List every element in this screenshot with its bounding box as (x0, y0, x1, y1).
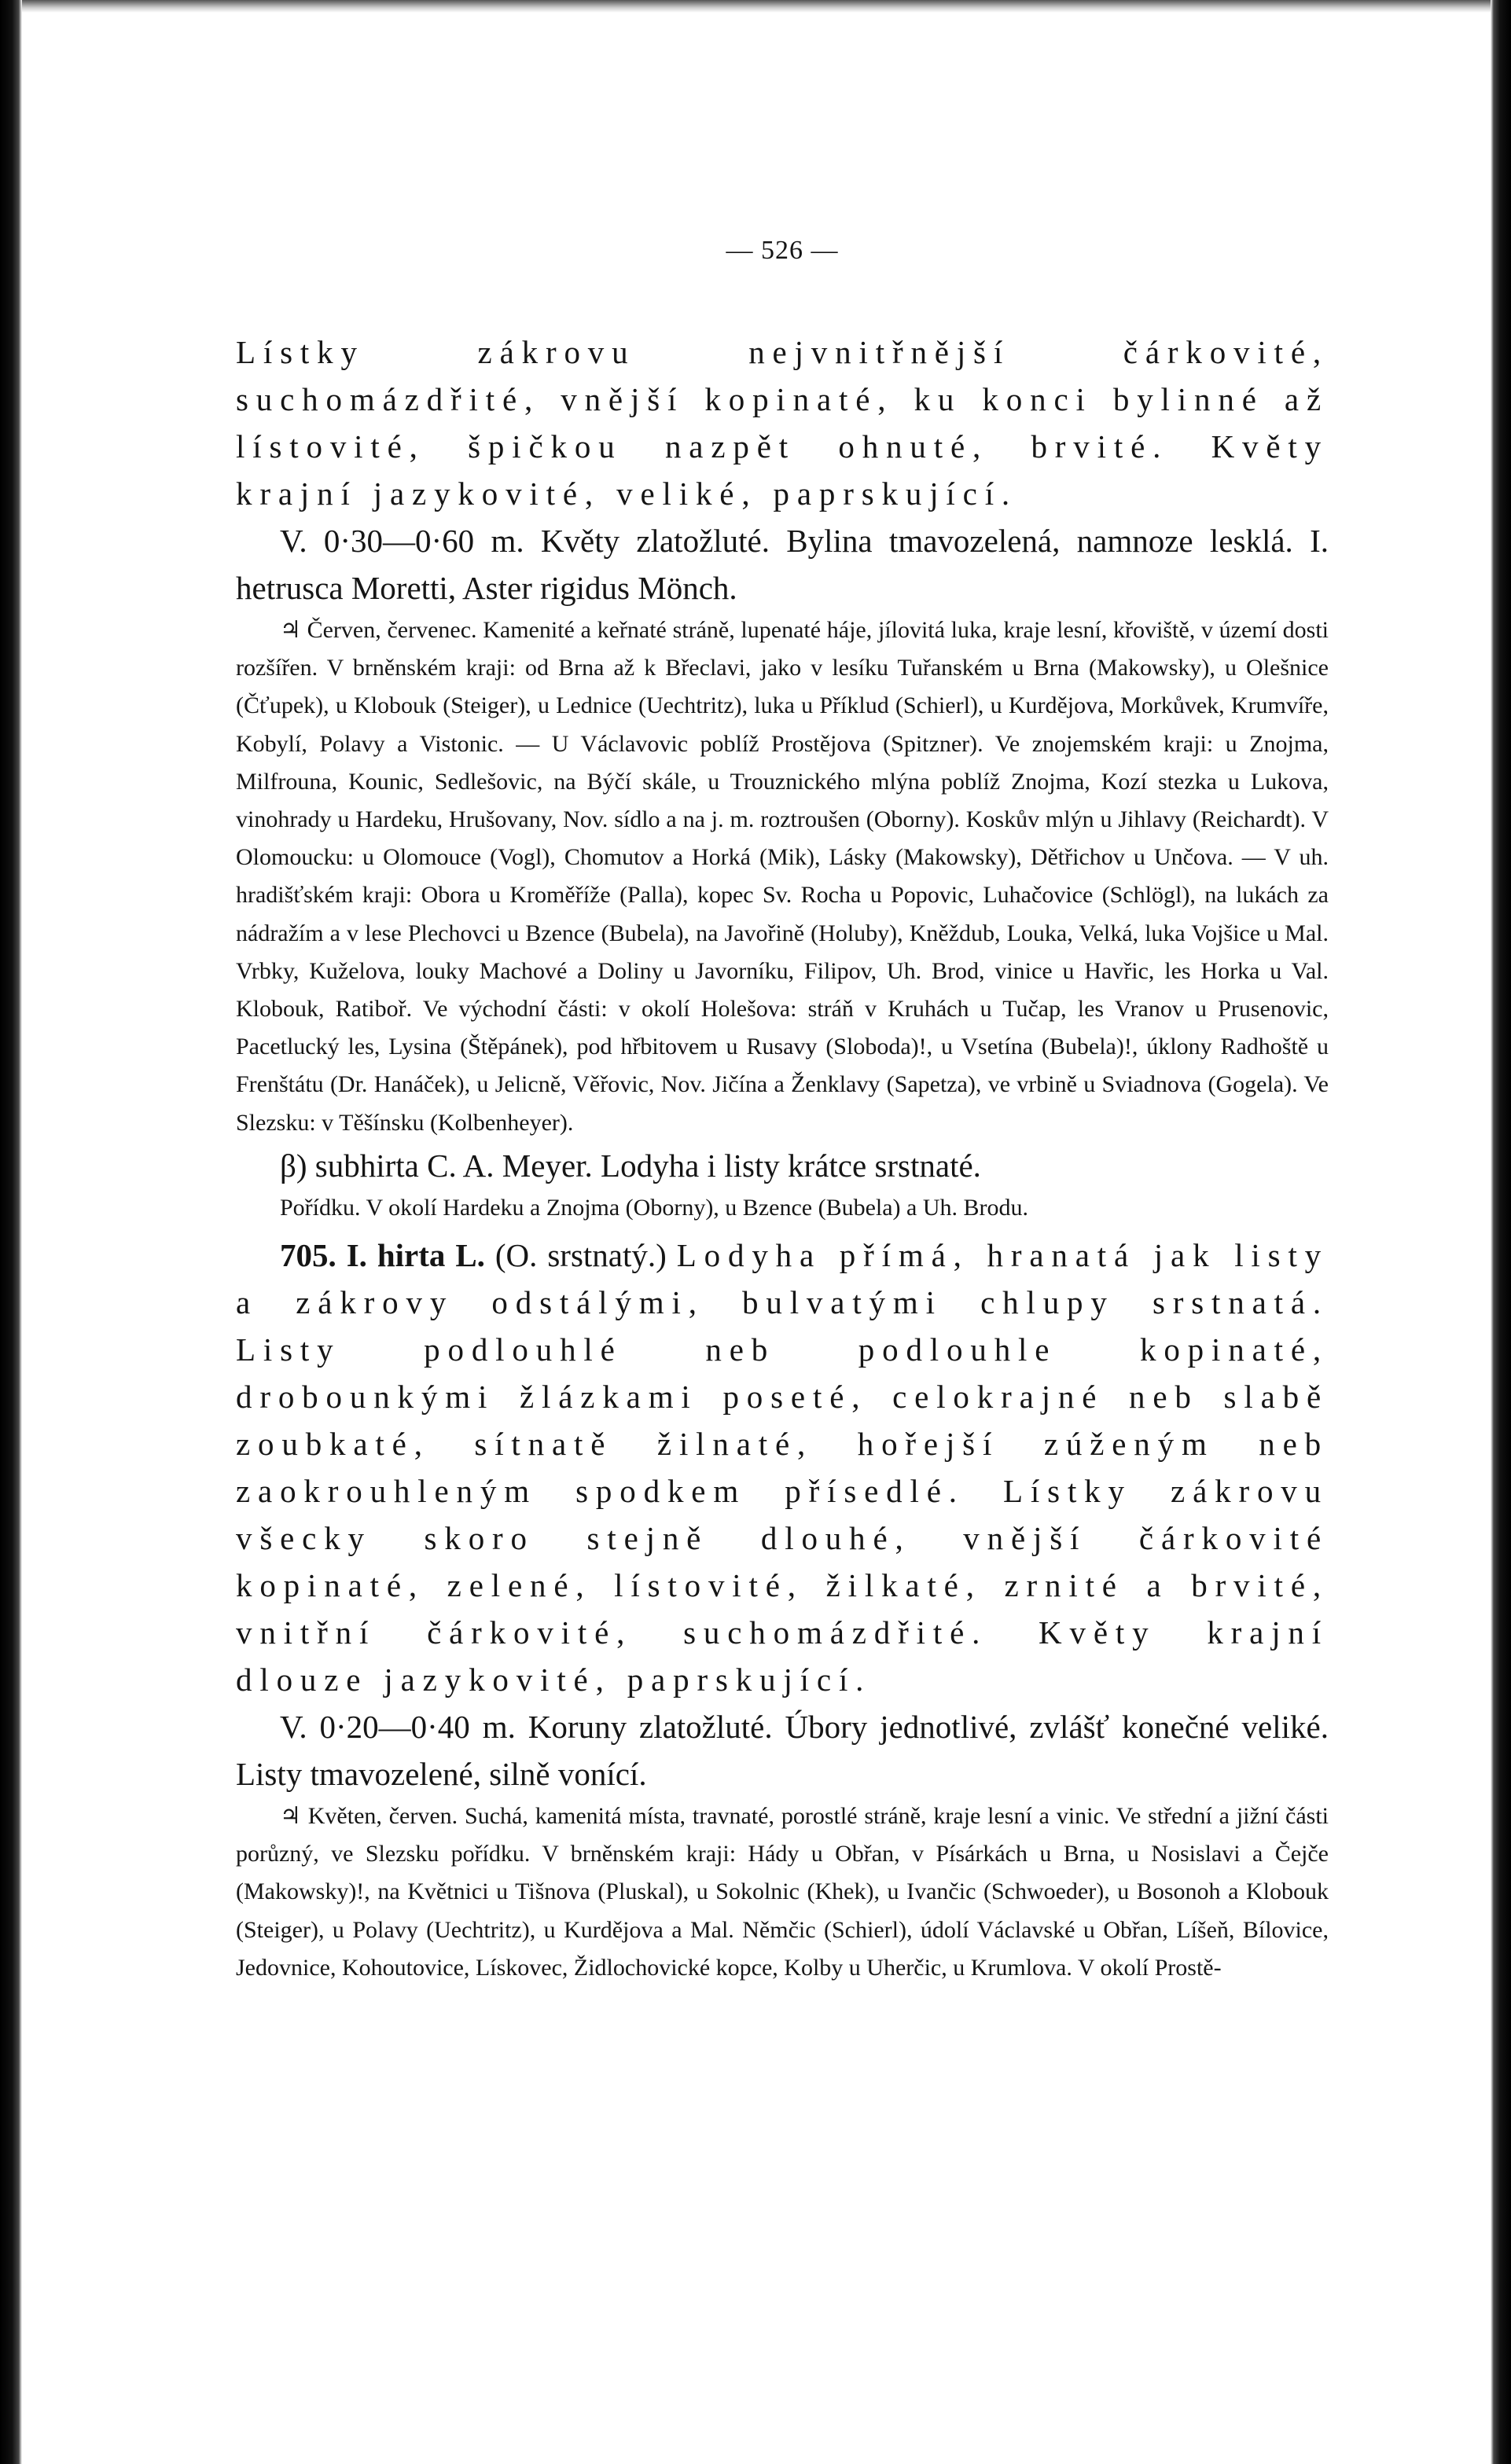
size-and-synonyms: V. 0·30—0·60 m. Květy zlatožluté. Bylina tmavozelená, namnoze lesklá. I. hetrusca Moretti, Aster rigidus Mönch. (236, 523, 1329, 606)
scan-right-edge (1491, 0, 1511, 2464)
species-description: Lodyha přímá, hranatá jak listy a zákrovy odstálými, bulvatými chlupy srstnatá. Listy podlouhlé neb podlouhle kopinaté, drobounkými žlázkami poseté, celokrajné neb slabě zoubkaté, sítnatě žilnaté, hořejší zúženým neb zaokrouhleným spodkem přísedlé. Lístky zákrovu všecky skoro stejně dlouhé, vnější čárkovité kopinaté, zelené, lístovité, žilkaté, zrnité a brvité, vnitřní čárkovité, suchomázdřité. Květy krajní dlouze jazykovité, paprskující. (236, 1237, 1329, 1698)
page-number: — 526 — (726, 236, 839, 265)
variety-subhirta: β) subhirta C. A. Meyer. Lodyha i listy krátce srstnaté. (280, 1147, 981, 1184)
distribution-paragraph: ♃ Červen, červenec. Kamenité a keřnaté stráně, lupenaté háje, jílovitá luka, kraje lesní, křoviště, v území dosti rozšířen. V brněnském kraji: od Brna až k Břeclavi, jako v lesíku Tuřanském u Brna (Makowsky), u Olešnice (Čťupek), u Klobouk (Steiger), u Lednice (Uechtritz), luka u Příklud (Schierl), u Kurdějova, Morkůvek, Krumvíře, Kobylí, Polavy a Vistonic. — U Václavovic poblíž Prostějova (Spitzner). Ve znojemském kraji: u Znojma, Milfrouna, Kounic, Sedlešovic, na Býčí skále, u Trouznického mlýna poblíž Znojma, Kozí stezka u Lukova, vinohrady u Hardeku, Hrušovany, Nov. sídlo a na j. m. roztroušen (Oborny). Koskův mlýn u Jihlavy (Reichardt). V Olomoucku: u Olomouce (Vogl), Chomutov a Horká (Mik), Lásky (Makowsky), Dětřichov u Unčova. — V uh. hradišťském kraji: Obora u Kroměříže (Palla), kopec Sv. Rocha u Popovic, Luhačovice (Schlögl), na lukách za nádražím a v lese Plechovci u Bzence (Bubela), na Javořině (Holuby), Kněždub, Louka, Velká, luka Vojšice u Mal. Vrbky, Kuželova, louky Machové a Doliny u Javorníku, Filipov, Uh. Brod, vinice u Havřic, les Horka u Val. Klobouk, Ratiboř. Ve východní části: v okolí Holešova: stráň v Kruhách u Tučap, les Vranov u Prusenovic, Pacetlucký les, Lysina (Štěpánek), pod hřbitovem u Rusavy (Sloboda)!, u Vsetína (Bubela)!, úklony Radhoště u Frenštátu (Dr. Hanáček), u Jelicně, Věřovic, Nov. Jičína a Ženklavy (Sapetza), ve vrbině u Sviadnova (Gogela). Ve Slezsku: v Těšínsku (Kolbenheyer). (236, 617, 1329, 1136)
species-size-and-color: V. 0·20—0·40 m. Koruny zlatožluté. Úbory jednotlivé, zvlášť konečné veliké. Listy tmavozelené, silně vonící. (236, 1709, 1329, 1793)
description-continued: Lístky zákrovu nejvnitřnější čárkovité, suchomázdřité, vnější kopinaté, ku konci bylinné až lístovité, špičkou nazpět ohnuté, brvité. Květy krajní jazykovité, veliké, paprskující. (236, 334, 1329, 512)
book-page (236, 236, 1329, 1987)
species-distribution: ♃ Květen, červen. Suchá, kamenitá místa, travnaté, porostlé stráně, kraje lesní a vinic. Ve střední a jižní části porůzný, ve Slezsku pořídku. V brněnském kraji: Hády u Obřan, v Písárkách u Brna, u Nosislavi a Čejče (Makowsky)!, na Květnici u Tišnova (Pluskal), u Sokolnic (Khek), u Ivančic (Schwoeder), u Bosonoh a Klobouk (Steiger), u Polavy (Uechtritz), u Kurdějova a Mal. Němčic (Schierl), údolí Václavské u Obřan, Líšeň, Bílovice, Jedovnice, Kohoutovice, Lískovec, Židlochovické kopce, Kolby u Uherčic, u Krumlova. V okolí Prostě- (236, 1803, 1329, 1981)
species-number: 705. (280, 1237, 336, 1274)
scan-left-edge (0, 0, 22, 2464)
variety-distribution: Pořídku. V okolí Hardeku a Znojma (Oborny), u Bzence (Bubela) a Uh. Brodu. (280, 1194, 1029, 1221)
species-name: I. hirta L. (346, 1237, 485, 1274)
species-common-name: (O. srstnatý.) (494, 1237, 667, 1274)
species-entry (236, 1232, 1329, 1703)
scan-top-edge (0, 0, 1511, 13)
